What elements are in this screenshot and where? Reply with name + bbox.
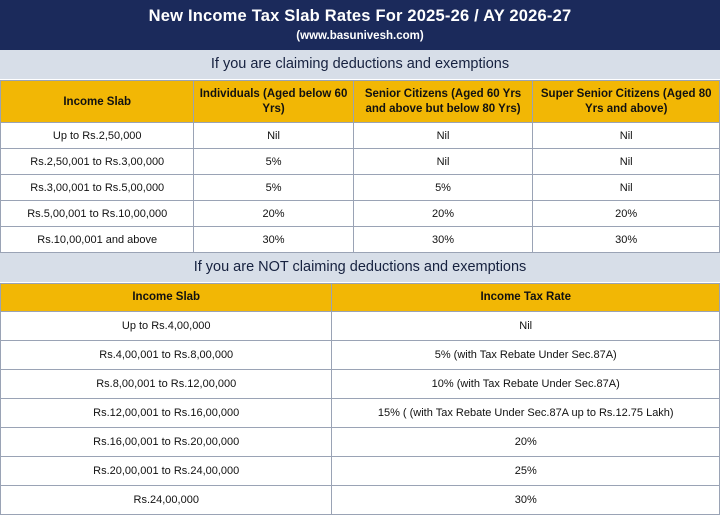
cell-rate: 30% (332, 485, 720, 514)
col-individuals: Individuals (Aged below 60 Yrs) (194, 81, 353, 123)
table-header-row (1, 284, 720, 311)
cell-individual-rate: 5% (194, 175, 353, 201)
cell-super-senior-rate: 30% (533, 227, 720, 253)
cell-super-senior-rate: Nil (533, 175, 720, 201)
cell-slab: Up to Rs.2,50,000 (1, 123, 194, 149)
old-regime-table-header (1, 81, 720, 123)
new-regime-banner: If you are NOT claiming deductions and exemptions (0, 253, 720, 283)
old-regime-banner: If you are claiming deductions and exemptions (0, 50, 720, 80)
cell-slab: Rs.24,00,000 (1, 485, 332, 514)
cell-super-senior-rate: Nil (533, 149, 720, 175)
cell-individual-rate: Nil (194, 123, 353, 149)
col-super-senior-citizens: Super Senior Citizens (Aged 80 Yrs and above) (533, 81, 720, 123)
old-regime-table (0, 80, 720, 253)
table-row (1, 201, 720, 227)
cell-slab: Rs.16,00,001 to Rs.20,00,000 (1, 427, 332, 456)
cell-senior-rate: Nil (353, 149, 533, 175)
cell-individual-rate: 20% (194, 201, 353, 227)
cell-individual-rate: 5% (194, 149, 353, 175)
cell-slab: Rs.3,00,001 to Rs.5,00,000 (1, 175, 194, 201)
cell-senior-rate: 5% (353, 175, 533, 201)
cell-rate: 25% (332, 456, 720, 485)
col-income-tax-rate: Income Tax Rate (332, 284, 720, 311)
cell-rate: Nil (332, 311, 720, 340)
table-row (1, 369, 720, 398)
header-block (0, 0, 720, 50)
cell-super-senior-rate: 20% (533, 201, 720, 227)
cell-senior-rate: 20% (353, 201, 533, 227)
col-income-slab: Income Slab (1, 284, 332, 311)
table-row (1, 485, 720, 514)
cell-rate: 20% (332, 427, 720, 456)
cell-slab: Up to Rs.4,00,000 (1, 311, 332, 340)
cell-senior-rate: 30% (353, 227, 533, 253)
cell-super-senior-rate: Nil (533, 123, 720, 149)
new-regime-table-body (1, 311, 720, 514)
cell-slab: Rs.5,00,001 to Rs.10,00,000 (1, 201, 194, 227)
source-website: (www.basunivesh.com) (296, 30, 424, 43)
cell-slab: Rs.8,00,001 to Rs.12,00,000 (1, 369, 332, 398)
cell-slab: Rs.12,00,001 to Rs.16,00,000 (1, 398, 332, 427)
cell-slab: Rs.2,50,001 to Rs.3,00,000 (1, 149, 194, 175)
col-senior-citizens: Senior Citizens (Aged 60 Yrs and above but below 80 Yrs) (353, 81, 533, 123)
table-row (1, 456, 720, 485)
table-row (1, 340, 720, 369)
col-income-slab: Income Slab (1, 81, 194, 123)
cell-individual-rate: 30% (194, 227, 353, 253)
cell-rate: 15% ( (with Tax Rebate Under Sec.87A up to Rs.12.75 Lakh) (332, 398, 720, 427)
new-regime-table-header (1, 284, 720, 311)
table-row (1, 175, 720, 201)
table-row (1, 227, 720, 253)
cell-rate: 5% (with Tax Rebate Under Sec.87A) (332, 340, 720, 369)
table-row (1, 311, 720, 340)
cell-senior-rate: Nil (353, 123, 533, 149)
table-header-row (1, 81, 720, 123)
cell-slab: Rs.20,00,001 to Rs.24,00,000 (1, 456, 332, 485)
cell-rate: 10% (with Tax Rebate Under Sec.87A) (332, 369, 720, 398)
table-row (1, 427, 720, 456)
table-row (1, 398, 720, 427)
cell-slab: Rs.4,00,001 to Rs.8,00,000 (1, 340, 332, 369)
table-row (1, 123, 720, 149)
cell-slab: Rs.10,00,001 and above (1, 227, 194, 253)
table-row (1, 149, 720, 175)
old-regime-table-body (1, 123, 720, 253)
page-title: New Income Tax Slab Rates For 2025-26 / AY 2026-27 (148, 7, 572, 25)
